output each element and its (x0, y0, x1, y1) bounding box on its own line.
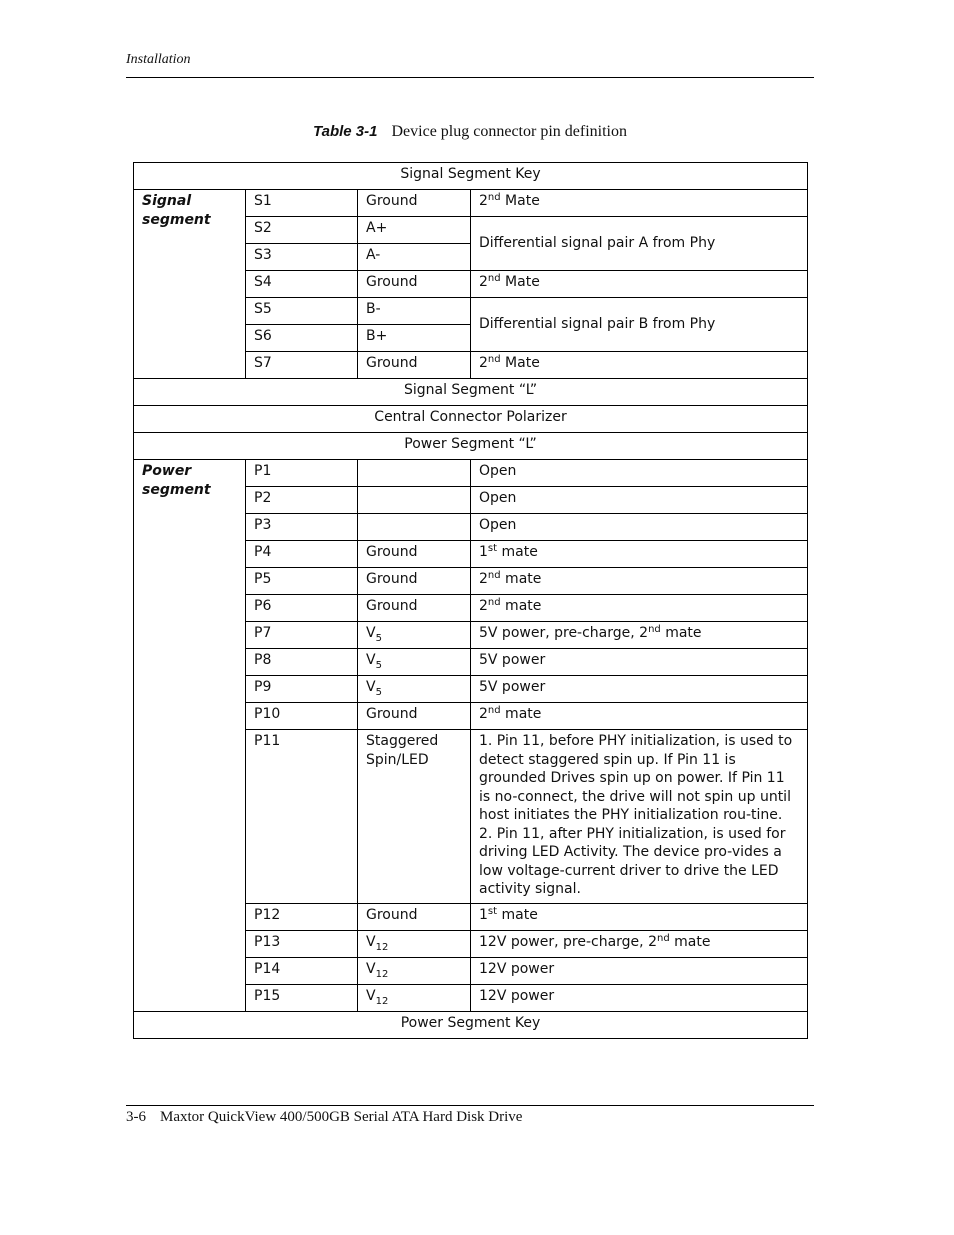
description-cell: 12V power (471, 984, 808, 1011)
description-cell: 1st mate (471, 903, 808, 930)
signal-name-cell: B+ (358, 325, 471, 352)
description-cell: Open (471, 460, 808, 487)
pin-cell: P10 (246, 703, 358, 730)
signal-name-cell: Ground (358, 541, 471, 568)
signal-name-cell: Ground (358, 271, 471, 298)
pin-cell: P1 (246, 460, 358, 487)
description-cell: 2nd Mate (471, 190, 808, 217)
pin-cell: P8 (246, 649, 358, 676)
pin-cell: P15 (246, 984, 358, 1011)
pin-cell: S2 (246, 217, 358, 244)
table-row (134, 163, 808, 190)
description-cell: 2nd mate (471, 595, 808, 622)
signal-name-cell: Ground (358, 190, 471, 217)
running-footer (126, 1109, 522, 1126)
power-segment-l: Power Segment “L” (134, 433, 808, 460)
pin-cell: S6 (246, 325, 358, 352)
signal-name-cell (358, 460, 471, 487)
signal-name-cell: $V_{12}$ (358, 984, 471, 1011)
pin-cell: P4 (246, 541, 358, 568)
signal-segment-l: Signal Segment “L” (134, 379, 808, 406)
description-cell: 5V power (471, 649, 808, 676)
signal-name-cell (358, 487, 471, 514)
page-number: 3-6 (126, 1109, 146, 1125)
signal-name-cell: Ground (358, 595, 471, 622)
signal-name-cell: $V_5$ (358, 649, 471, 676)
pin-cell: P2 (246, 487, 358, 514)
pin-cell: S7 (246, 352, 358, 379)
table-row (134, 406, 808, 433)
signal-name-cell: Ground (358, 703, 471, 730)
description-cell: Differential signal pair A from Phy (471, 217, 808, 271)
pin-definition-table (133, 162, 808, 1039)
signal-name-cell: Ground (358, 352, 471, 379)
running-header: Installation (126, 52, 191, 67)
signal-name-cell: Ground (358, 568, 471, 595)
description-cell: Open (471, 514, 808, 541)
pin-cell: P12 (246, 903, 358, 930)
pin-cell: S5 (246, 298, 358, 325)
table-row (134, 379, 808, 406)
table-caption (0, 122, 940, 141)
table-row (134, 433, 808, 460)
description-cell: 2nd Mate (471, 352, 808, 379)
central-connector-polarizer: Central Connector Polarizer (134, 406, 808, 433)
description-cell: 2nd mate (471, 703, 808, 730)
table-row (134, 190, 808, 217)
pin-cell: P9 (246, 676, 358, 703)
header-rule (126, 77, 814, 78)
power-segment-key: Power Segment Key (134, 1011, 808, 1038)
description-cell: 2nd Mate (471, 271, 808, 298)
description-cell: 12V power (471, 957, 808, 984)
signal-name-cell: Ground (358, 903, 471, 930)
table-row (134, 1011, 808, 1038)
signal-name-cell (358, 514, 471, 541)
description-cell: 1st mate (471, 541, 808, 568)
pin-cell: P14 (246, 957, 358, 984)
pin-cell: P5 (246, 568, 358, 595)
description-cell: 2nd mate (471, 568, 808, 595)
signal-name-cell: A+ (358, 217, 471, 244)
table-caption-title: Device plug connector pin definition (391, 123, 627, 140)
signal-segment-key: Signal Segment Key (134, 163, 808, 190)
signal-name-cell: $V_{12}$ (358, 957, 471, 984)
document-title: Maxtor QuickView 400/500GB Serial ATA Hard Disk Drive (160, 1109, 523, 1125)
pin-cell: P11 (246, 730, 358, 904)
table-row (134, 460, 808, 487)
pin11-note-2: 2. Pin 11, after PHY initialization, is used for driving LED Activity. The device pro-vides a low voltage-current driver to drive the LED activity signal. (479, 825, 786, 897)
footer-rule (126, 1105, 814, 1106)
signal-name-cell: A- (358, 244, 471, 271)
pin11-note-1: 1. Pin 11, before PHY initialization, is used to detect staggered spin up. If Pin 11 is grounded Drives spin up on power. If Pin 11 is no-connect, the drive will not spin up until host initiates the PHY initialization rou-tine. (479, 733, 793, 823)
signal-name-cell: $V_5$ (358, 676, 471, 703)
description-cell: 12V power, pre-charge, 2nd mate (471, 930, 808, 957)
pin-cell: P13 (246, 930, 358, 957)
signal-name-cell: $V_{12}$ (358, 930, 471, 957)
signal-name-cell: B- (358, 298, 471, 325)
pin-cell: P7 (246, 622, 358, 649)
pin-cell: S4 (246, 271, 358, 298)
description-cell (471, 730, 808, 904)
description-cell: Open (471, 487, 808, 514)
pin-cell: S3 (246, 244, 358, 271)
signal-segment-label: Signal segment (134, 190, 246, 379)
signal-name-cell: $V_5$ (358, 622, 471, 649)
description-cell: 5V power (471, 676, 808, 703)
table-caption-label: Table 3-1 (313, 123, 378, 140)
signal-name-cell: Staggered Spin/LED (358, 730, 471, 904)
pin-cell: S1 (246, 190, 358, 217)
description-cell: 5V power, pre-charge, 2nd mate (471, 622, 808, 649)
description-cell: Differential signal pair B from Phy (471, 298, 808, 352)
pin-cell: P6 (246, 595, 358, 622)
power-segment-label: Power segment (134, 460, 246, 1012)
pin-cell: P3 (246, 514, 358, 541)
